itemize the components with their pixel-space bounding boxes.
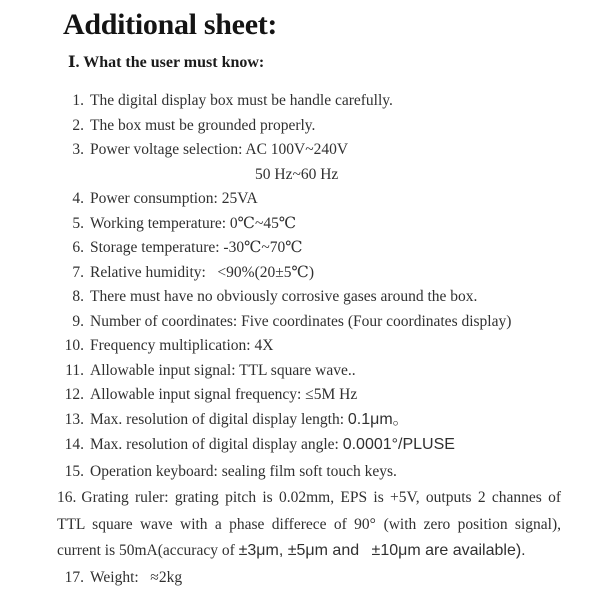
item-value: 0.1μm。: [347, 410, 409, 428]
item-text: Working temperature: 0℃~45℃: [90, 214, 297, 232]
document-page: [0, 8, 600, 608]
spec-list-upper: [0, 89, 600, 432]
list-item: [0, 408, 600, 433]
item-text: There must have no obviously corrosive gases around the box.: [90, 288, 478, 305]
item-text: Relative humidity: <90%(20±5℃): [90, 263, 315, 281]
item-text: Weight: ≈2kg: [90, 568, 183, 586]
list-item: [0, 310, 600, 335]
item-number: 6.: [72, 239, 84, 256]
list-item: [0, 187, 600, 212]
item-text: The digital display box must be handle carefully.: [90, 92, 393, 109]
item-text: Max. resolution of digital display length:: [90, 410, 348, 428]
list-item: [0, 138, 600, 163]
item-text: Allowable input signal frequency: ≤5M Hz: [90, 386, 358, 403]
section-heading: Ⅰ. What the user must know:: [68, 54, 265, 71]
item-subline: 50 Hz~60 Hz: [255, 165, 339, 183]
list-item: [0, 459, 600, 486]
list-item: [0, 285, 600, 310]
item-text: Power voltage selection: AC 100V~240V: [90, 141, 349, 158]
spec-list-lower: [0, 432, 600, 591]
item-text: Number of coordinates: Five coordinates (Four coordinates display): [90, 312, 512, 330]
item-number: 5.: [72, 214, 84, 232]
item-text: The box must be grounded properly.: [90, 116, 316, 134]
item-16-paragraph: [57, 485, 561, 565]
item-text: Allowable input signal: TTL square wave..: [90, 361, 356, 379]
item-text: Power consumption: 25VA: [90, 190, 258, 207]
item-number: 13.: [64, 410, 84, 428]
list-item: [0, 565, 600, 592]
item-number: 3.: [72, 141, 84, 158]
item-text: Grating ruler: grating pitch is 0.02mm, EPS is +5V, outputs 2 channes of TTL square wave with a phase differece of 90° (with zero position signal), current is 50mA(accuracy of: [57, 489, 561, 559]
item-value: 0.0001°/PLUSE: [342, 436, 455, 453]
item-number: 12.: [64, 386, 84, 403]
item-number: 15.: [64, 462, 84, 480]
item-number: 16.: [57, 489, 77, 506]
list-item: [0, 89, 600, 114]
item-number: 7.: [72, 263, 84, 281]
item-text: Max. resolution of digital display angle:: [90, 436, 343, 453]
list-item: [0, 236, 600, 261]
item-number: 17.: [64, 568, 84, 586]
list-item: [0, 432, 600, 459]
item-number: 2.: [72, 116, 84, 134]
item-number: 14.: [64, 436, 84, 453]
list-item: [0, 334, 600, 359]
list-item: [0, 359, 600, 384]
item-number: 8.: [72, 288, 84, 305]
item-number: 10.: [64, 337, 84, 354]
list-item: [0, 212, 600, 237]
list-item: [0, 383, 600, 408]
item-text: Storage temperature: -30℃~70℃: [90, 239, 303, 256]
item-text: Frequency multiplication: 4X: [90, 337, 274, 354]
item-number: 4.: [72, 190, 84, 207]
item-value: ±3μm, ±5μm and ±10μm are available).: [238, 542, 526, 559]
item-number: 11.: [65, 361, 84, 379]
item-number: 1.: [72, 92, 84, 109]
item-text: Operation keyboard: sealing film soft touch keys.: [90, 462, 397, 480]
list-item: [0, 114, 600, 139]
list-item: [0, 261, 600, 286]
page-title: Additional sheet:: [63, 8, 278, 41]
item-number: 9.: [72, 312, 84, 330]
